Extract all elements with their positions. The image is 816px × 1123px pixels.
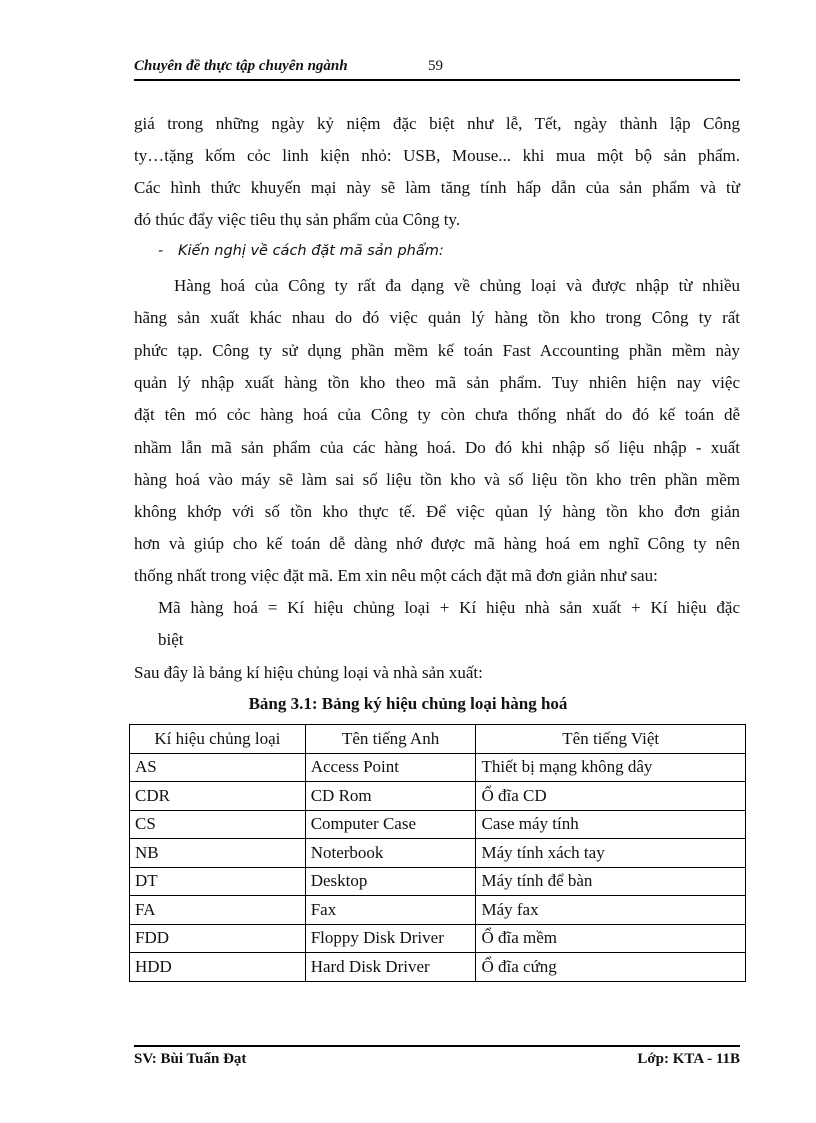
page-number: 59 [428,58,443,74]
table-cell: Ổ đĩa CD [476,782,746,811]
table-row [130,953,746,982]
table-cell: Fax [305,896,476,925]
paragraph-line: phức tạp. Công ty sử dụng phần mềm kế toán Fast Accounting phần mềm này [134,341,740,360]
table-cell: NB [130,839,306,868]
paragraph-line: giá trong những ngày kỷ niệm đặc biệt như lễ, Tết, ngày thành lập Công [134,114,740,133]
table-cell: AS [130,753,306,782]
table-cell: Máy fax [476,896,746,925]
table-cell: Máy tính để bàn [476,867,746,896]
paragraph-line: hãng sản xuất khác nhau do đó việc quản lý hàng tồn kho trong Công ty rất [134,308,740,327]
table-cell: HDD [130,953,306,982]
column-header: Tên tiếng Việt [476,725,746,754]
paragraph-line: nhầm lẫn mã sản phẩm của các hàng hoá. Do đó khi nhập số liệu nhập - xuất [134,438,740,457]
table-cell: FDD [130,924,306,953]
table-cell: Case máy tính [476,810,746,839]
column-header: Kí hiệu chủng loại [130,725,306,754]
table-cell: Noterbook [305,839,476,868]
table-cell: DT [130,867,306,896]
page-footer [134,1045,740,1073]
table-cell: Ổ đĩa cứng [476,953,746,982]
table-cell: CS [130,810,306,839]
table-cell: Hard Disk Driver [305,953,476,982]
table-cell: FA [130,896,306,925]
footer-class: Lớp: KTA - 11B [637,1051,740,1067]
table-row [130,782,746,811]
formula-line: Mã hàng hoá = Kí hiệu chủng loại + Kí hiệu nhà sản xuất + Kí hiệu đặc [158,598,740,617]
column-header: Tên tiếng Anh [305,725,476,754]
table-cell: Access Point [305,753,476,782]
table-row [130,753,746,782]
paragraph-line: Các hình thức khuyến mại này sẽ làm tăng tính hấp dẫn của sản phẩm và từ [134,178,740,197]
table-cell: Thiết bị mạng không dây [476,753,746,782]
paragraph-line: ty…tặng kốm cỏc linh kiện nhỏ: USB, Mouse... khi mua một bộ sản phẩm. [134,146,740,165]
bullet-heading [158,243,444,259]
header-title: Chuyên đề thực tập chuyên ngành [134,58,348,74]
paragraph-line: quản lý nhập xuất hàng tồn kho theo mã sản phẩm. Tuy nhiên hiện nay việc [134,373,740,392]
page-header [134,57,740,81]
table-row [130,810,746,839]
table-cell: Ổ đĩa mềm [476,924,746,953]
bullet-mark: - [158,243,164,259]
table-row [130,839,746,868]
table-intro: Sau đây là bảng kí hiệu chủng loại và nhà sản xuất: [134,663,483,682]
formula-line: biệt [158,630,184,649]
table-cell: CD Rom [305,782,476,811]
paragraph-line: Hàng hoá của Công ty rất đa dạng về chủng loại và được nhập từ nhiều [174,276,740,295]
paragraph-line: hàng hoá vào máy sẽ làm sai số liệu tồn kho và số liệu tồn kho trên phần mềm [134,470,740,489]
footer-student: SV: Bùi Tuấn Đạt [134,1051,247,1067]
table-row [130,924,746,953]
bullet-heading-text: Kiến nghị về cách đặt mã sản phẩm: [178,243,444,259]
table-row [130,867,746,896]
table-cell: Floppy Disk Driver [305,924,476,953]
paragraph-line: không khớp với số tồn kho thực tế. Để việc qủan lý hàng tồn kho đơn giản [134,502,740,521]
paragraph-line: hơn và giúp cho kế toán dễ dàng nhớ được mã hàng hoá em nghĩ Công ty nên [134,534,740,553]
table-cell: CDR [130,782,306,811]
paragraph-line: đó thúc đẩy việc tiêu thụ sản phẩm của Công ty. [134,210,461,229]
table-caption: Bảng 3.1: Bảng ký hiệu chủng loại hàng hoá [248,694,568,713]
table-cell: Máy tính xách tay [476,839,746,868]
paragraph-line: đặt tên mó cỏc hàng hoá của Công ty còn chưa thống nhất do đó kế toán dễ [134,405,740,424]
symbol-table [129,724,746,982]
paragraph-line: thống nhất trong việc đặt mã. Em xin nêu một cách đặt mã đơn giản như sau: [134,566,658,585]
table-header-row [130,725,746,754]
table-row [130,896,746,925]
table-cell: Desktop [305,867,476,896]
table-cell: Computer Case [305,810,476,839]
